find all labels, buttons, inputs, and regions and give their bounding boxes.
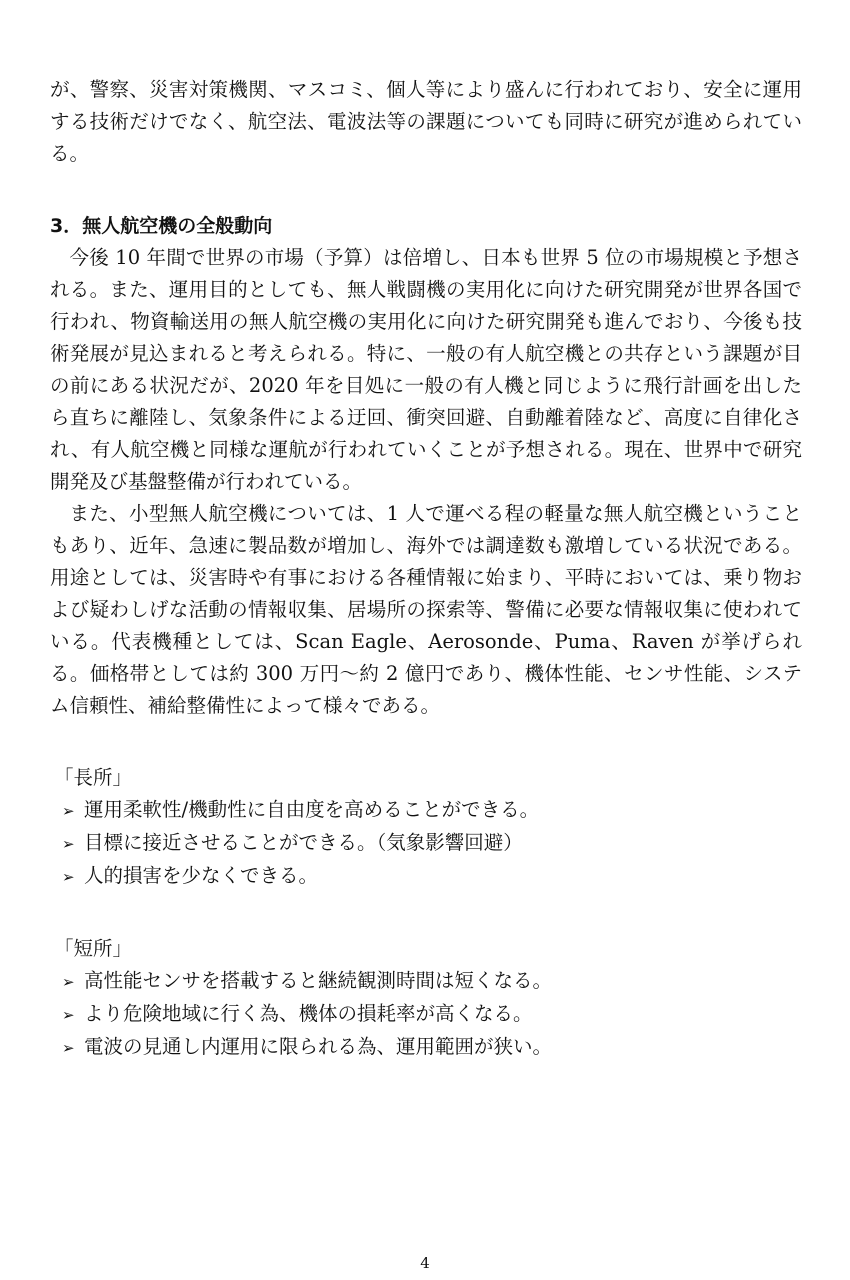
list-item xyxy=(62,794,802,827)
bullet-arrow-icon: ➢ xyxy=(62,1039,75,1057)
list-item xyxy=(62,998,802,1031)
list-item xyxy=(62,1031,802,1064)
list-item-text: 高性能センサを搭載すると継続観測時間は短くなる。 xyxy=(84,969,553,992)
disadvantages-list xyxy=(50,965,802,1064)
bullet-arrow-icon: ➢ xyxy=(62,1006,75,1024)
page-number: 4 xyxy=(420,1254,430,1272)
list-item xyxy=(62,827,802,860)
disadvantages-label: 「短所」 xyxy=(54,937,133,960)
list-item xyxy=(62,860,802,893)
continuation-paragraph: が、警察、災害対策機関、マスコミ、個人等により盛んに行われており、安全に運用する技術だけでなく、航空法、電波法等の課題についても同時に研究が進められている。 xyxy=(50,78,802,165)
list-item-text: 電波の見通し内運用に限られる為、運用範囲が狭い。 xyxy=(84,1035,553,1058)
list-item-text: 人的損害を少なくできる。 xyxy=(84,864,319,887)
bullet-arrow-icon: ➢ xyxy=(62,973,75,991)
advantages-label: 「長所」 xyxy=(54,766,133,789)
section-heading: 3．無人航空機の全般動向 xyxy=(50,215,273,237)
list-item-text: より危険地域に行く為、機体の損耗率が高くなる。 xyxy=(84,1002,533,1025)
list-item-text: 目標に接近させることができる。（気象影響回避） xyxy=(84,831,523,854)
document-body xyxy=(50,74,802,1064)
bullet-arrow-icon: ➢ xyxy=(62,835,75,853)
bullet-arrow-icon: ➢ xyxy=(62,802,75,820)
market-trend-paragraph: 今後 10 年間で世界の市場（予算）は倍増し、日本も世界 5 位の市場規模と予想される。また、運用目的としても、無人戦闘機の実用化に向けた研究開発が世界各国で行われ、物資輸送用の無人航空機の実用化に向けた研究開発も進んでおり、今後も技術発展が見込まれると考えられる。特に、一般の有人航空機との共存という課題が目の前にある状況だが、2020 年を目処に一般の有人機と同じように飛行計画を出したら直ちに離陸し、気象条件による迂回、衝突回避、自動離着陸など、高度に自律化され、有人航空機と同様な運航が行われていくことが予想される。現在、世界中で研究開発及び基盤整備が行われている。 xyxy=(50,246,802,493)
small-uav-paragraph: また、小型無人航空機については、1 人で運べる程の軽量な無人航空機ということもあり、近年、急速に製品数が増加し、海外では調達数も激増している状況である。用途としては、災害時や有事における各種情報に始まり、平時においては、乗り物および疑わしげな活動の情報収集、居場所の探索等、警備に必要な情報収集に使われている。代表機種としては、Scan Eagle、Aerosonde、Puma、Raven が挙げられる。価格帯としては約 300 万円～約 2 億円であり、機体性能、センサ性能、システム信頼性、補給整備性によって様々である。 xyxy=(50,502,802,717)
bullet-arrow-icon: ➢ xyxy=(62,868,75,886)
list-item-text: 運用柔軟性/機動性に自由度を高めることができる。 xyxy=(84,798,540,821)
list-item xyxy=(62,965,802,998)
advantages-list xyxy=(50,794,802,893)
